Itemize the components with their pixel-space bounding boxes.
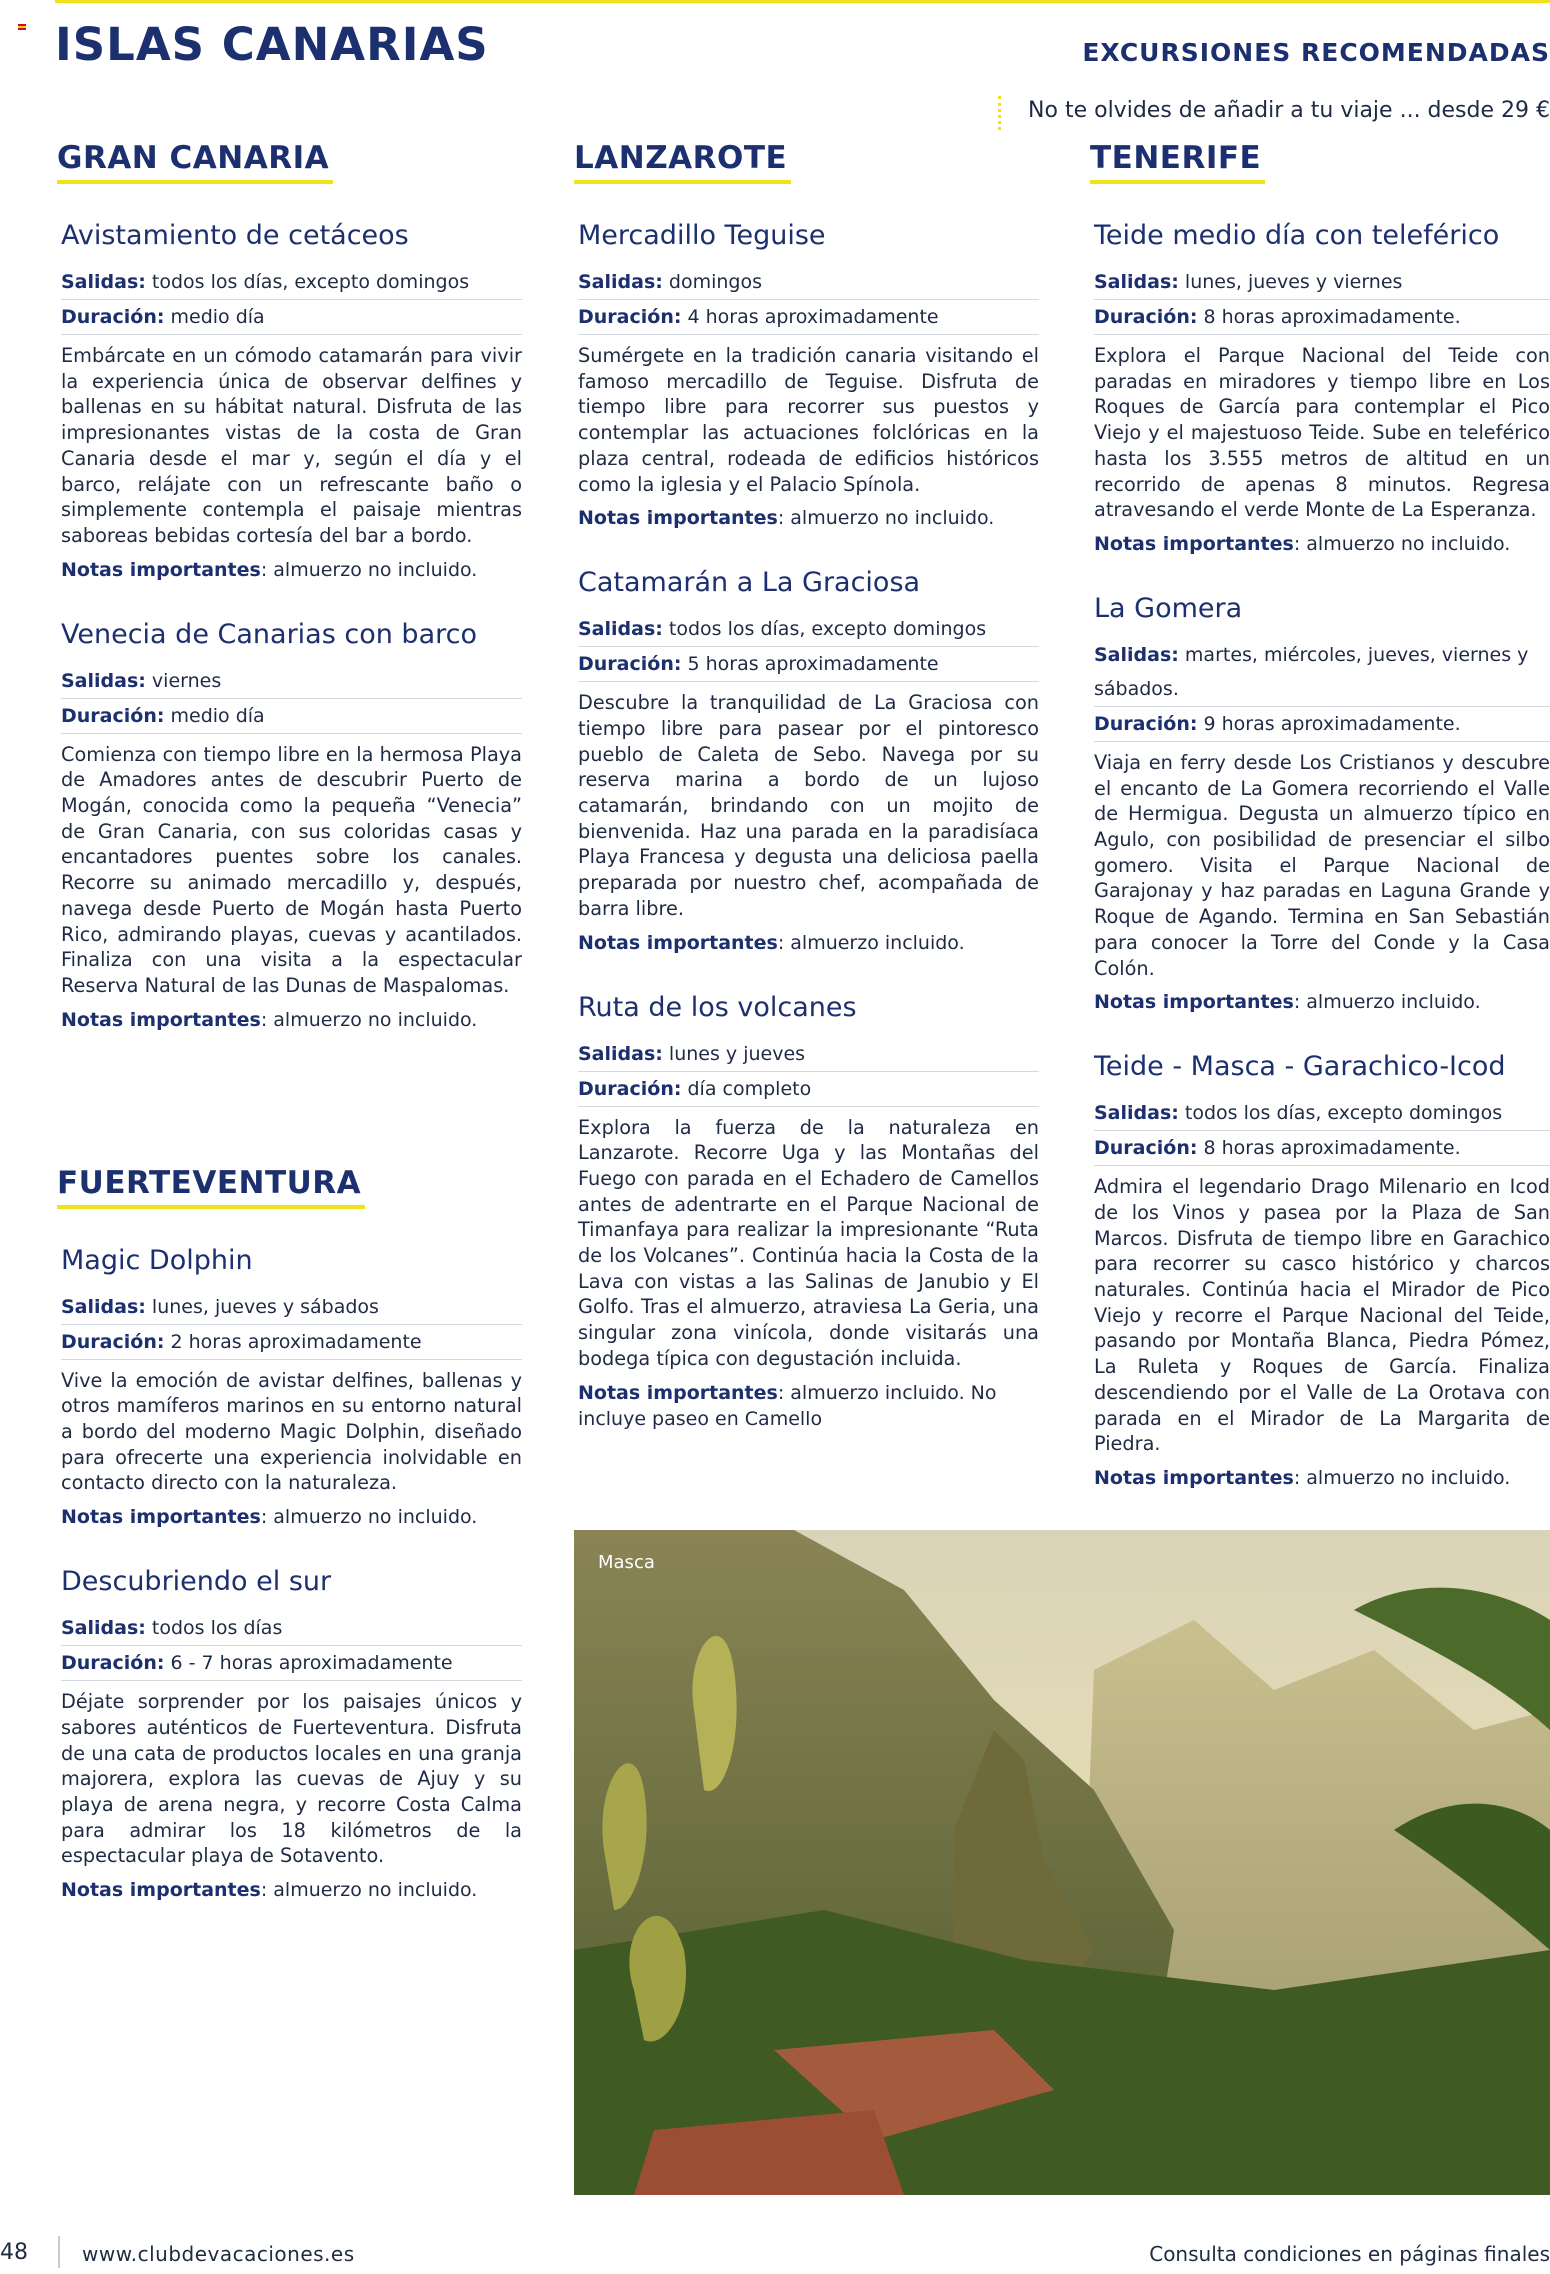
notes-label: Notas importantes (1094, 1466, 1294, 1489)
excursion-title: La Gomera (1094, 592, 1243, 624)
excursion-card (61, 619, 522, 1033)
important-notes (578, 1380, 1039, 1432)
duration-value: 4 horas aproximadamente (687, 306, 939, 328)
duration-row (61, 1646, 522, 1681)
departures-row (578, 612, 1039, 647)
island-heading: TENERIFE (1090, 140, 1265, 184)
departures-value: lunes, jueves y viernes (1184, 271, 1403, 293)
website-link[interactable]: www.clubdevacaciones.es (82, 2242, 355, 2266)
page-number: 48 (0, 2240, 28, 2265)
excursion-title: Mercadillo Teguise (578, 220, 826, 251)
notes-value: : almuerzo no incluido. (260, 558, 478, 581)
notes-value: : almuerzo no incluido. (777, 507, 995, 530)
duration-label: Duración: (578, 1077, 682, 1100)
excursion-title: Venecia de Canarias con barco (61, 618, 477, 650)
departures-label: Salidas: (578, 271, 663, 293)
excursion-description: Explora el Parque Nacional del Teide con paradas en miradores y tiempo libre en Los Roques de García para contemplar el Pico Viejo y el majestuoso Teide. Sube en teleférico hasta los 3.555 metros de altitud en un recorrido de apenas 8 minutos. Regresa atravesando el verde Monte de La Esperanza. (1094, 344, 1550, 522)
excursion-card (578, 220, 1039, 531)
excursion-description: Explora la fuerza de la naturaleza en Lanzarote. Recorre Uga y las Montañas del Fuego con parada en el Echadero de Camellos antes de adentrarte en el Parque Nacional de Timanfaya para realizar la impresionante “Ruta de los Volcanes”. Continúa hacia la Costa de la Lava con vistas a las Salinas de Janubio y El Golfo. Tras el almuerzo, atraviesa La Geria, una singular zona vinícola, donde visitarás una bodega típica con degustación incluida. (578, 1115, 1039, 1370)
duration-label: Duración: (1094, 712, 1198, 735)
departures-value: todos los días, excepto domingos (151, 271, 470, 293)
departures-label: Salidas: (578, 618, 663, 641)
excursion-title: Ruta de los volcanes (578, 991, 857, 1023)
notes-label: Notas importantes (578, 1381, 778, 1404)
notes-value: : almuerzo incluido. No incluye paseo en Camello (578, 1381, 997, 1430)
departures-label: Salidas: (61, 1295, 146, 1318)
notes-value: : almuerzo incluido. (777, 931, 965, 954)
departures-value: viernes (151, 669, 222, 692)
page-title: ISLAS CANARIAS (55, 18, 489, 71)
column-1 (57, 140, 522, 1939)
excursion-title: Descubriendo el sur (61, 1566, 332, 1598)
departures-label: Salidas: (1094, 1102, 1179, 1125)
notes-value: : almuerzo no incluido. (260, 1506, 478, 1529)
departures-row (61, 1290, 522, 1325)
duration-row (1094, 300, 1550, 335)
duration-label: Duración: (61, 704, 165, 727)
notes-value: : almuerzo no incluido. (260, 1879, 478, 1902)
duration-row (1094, 1131, 1550, 1166)
conditions-note: Consulta condiciones en páginas finales (1149, 2242, 1550, 2266)
departures-value: todos los días (151, 1617, 283, 1640)
column-3 (1090, 140, 1550, 1527)
departures-row (1094, 1096, 1550, 1131)
important-notes (578, 505, 1039, 531)
departures-label: Salidas: (61, 271, 146, 293)
excursion-description: Viaja en ferry desde Los Cristianos y descubre el encanto de La Gomera recorriendo el Valle de Hermigua. Degusta un almuerzo típico en Agulo, con posibilidad de presenciar el silbo gomero. Visita el Parque Nacional de Garajonay y haz paradas en Laguna Grande y Roque de Agando. Termina en San Sebastián para conocer la Torre del Conde y la Casa Colón. (1094, 750, 1550, 980)
departures-label: Salidas: (1094, 271, 1179, 293)
departures-row (578, 1037, 1039, 1072)
footer-divider (58, 2236, 60, 2268)
duration-value: 8 horas aproximadamente. (1203, 306, 1461, 328)
departures-row (61, 664, 522, 699)
excursion-description: Admira el legendario Drago Milenario en Icod de los Vinos y pasea por la Plaza de San Marcos. Disfruta de tiempo libre en Garachico para recorrer su casco histórico y charcos naturales. Continúa hacia el Mirador de Pico Viejo y recorre el Parque Nacional del Teide, pasando por Montaña Blanca, Piedra Pómez, La Ruleta y Roques de García. Finaliza descendiendo por el Valle de La Orotava con parada en el Mirador de La Margarita de Piedra. (1094, 1175, 1550, 1456)
notes-value: : almuerzo no incluido. (1293, 1466, 1511, 1489)
masca-photo (574, 1530, 1550, 2195)
departures-value: todos los días, excepto domingos (668, 618, 987, 641)
important-notes (1094, 531, 1550, 557)
important-notes (61, 1007, 522, 1033)
notes-label: Notas importantes (61, 1879, 261, 1902)
departures-row (578, 265, 1039, 300)
reminder-text: No te olvides de añadir a tu viaje ... desde 29 € (1028, 98, 1550, 123)
notes-label: Notas importantes (1094, 532, 1294, 555)
departures-value: todos los días, excepto domingos (1184, 1102, 1503, 1125)
excursion-description: Embárcate en un cómodo catamarán para vivir la experiencia única de observar delfines y ballenas en su hábitat natural. Disfruta de las impresionantes vistas de la costa de Gran Canaria desde el mar y, según el día y el barco, relájate con un refrescante baño o simplemente contempla el paisaje mientras saboreas bebidas cortesía del bar a bordo. (61, 344, 522, 547)
excursion-description: Vive la emoción de avistar delfines, ballenas y otros mamíferos marinos en su entorno natural a bordo del moderno Magic Dolphin, diseñado para ofrecerte una experiencia inolvidable en contacto directo con la naturaleza. (61, 1368, 522, 1495)
notes-label: Notas importantes (578, 507, 778, 530)
departures-value: martes, miércoles, jueves, viernes y sábados. (1094, 643, 1529, 700)
spain-flag-icon (18, 24, 26, 30)
important-notes (61, 1877, 522, 1903)
landscape-illustration (574, 1530, 1550, 2195)
duration-value: 6 - 7 horas aproximadamente (170, 1652, 453, 1675)
duration-value: 5 horas aproximadamente (687, 653, 939, 676)
duration-row (578, 1072, 1039, 1107)
section-title: EXCURSIONES RECOMENDADAS (1082, 38, 1550, 67)
duration-label: Duración: (61, 306, 165, 328)
important-notes (1094, 989, 1550, 1015)
important-notes (1094, 1465, 1550, 1491)
excursion-description: Sumérgete en la tradición canaria visitando el famoso mercadillo de Teguise. Disfruta de tiempo libre para recorrer sus puestos y contemplar las actuaciones folclóricas en la plaza central, rodeada de edificios históricos como la iglesia y el Palacio Spínola. (578, 344, 1039, 496)
departures-value: domingos (668, 271, 763, 293)
duration-label: Duración: (1094, 306, 1198, 328)
departures-label: Salidas: (578, 1042, 663, 1065)
departures-label: Salidas: (61, 669, 146, 692)
excursion-card (61, 220, 522, 583)
excursion-card (1094, 220, 1550, 557)
island-heading: FUERTEVENTURA (57, 1165, 365, 1209)
notes-label: Notas importantes (61, 1008, 261, 1031)
notes-value: : almuerzo incluido. (1293, 991, 1481, 1014)
duration-label: Duración: (1094, 1137, 1198, 1160)
duration-row (61, 699, 522, 734)
duration-value: 9 horas aproximadamente. (1203, 712, 1461, 735)
duration-value: medio día (170, 704, 265, 727)
duration-label: Duración: (61, 1652, 165, 1675)
duration-value: día completo (687, 1077, 812, 1100)
notes-label: Notas importantes (578, 931, 778, 954)
excursion-card (1094, 1051, 1550, 1491)
top-accent-rule (55, 0, 1550, 3)
important-notes (578, 930, 1039, 956)
excursion-title: Catamarán a La Graciosa (578, 567, 921, 599)
duration-value: 8 horas aproximadamente. (1203, 1137, 1461, 1160)
excursion-title: Avistamiento de cetáceos (61, 220, 409, 251)
excursion-description: Descubre la tranquilidad de La Graciosa con tiempo libre para pasear por el pintoresco pueblo de Caleta de Sebo. Navega por su reserva marina a bordo de un lujoso catamarán, brindando con un mojito de bienvenida. Haz una parada en la paradisíaca Playa Francesa y degusta una deliciosa paella preparada por nuestro chef, acompañada de barra libre. (578, 691, 1039, 920)
notes-value: : almuerzo no incluido. (1293, 532, 1511, 555)
notes-label: Notas importantes (1094, 991, 1294, 1014)
dotted-divider (998, 96, 1001, 130)
important-notes (61, 1504, 522, 1530)
duration-row (1094, 707, 1550, 742)
excursion-description: Comienza con tiempo libre en la hermosa Playa de Amadores antes de descubrir Puerto de Mogán, conocida como la pequeña “Venecia” de Gran Canaria, con sus coloridas casas y encantadores puentes sobre los canales. Recorre su animado mercadillo y, después, navega desde Puerto de Mogán hasta Puerto Rico, admirando playas, cuevas y acantilados. Finaliza con una visita a la espectacular Reserva Natural de las Dunas de Maspalomas. (61, 742, 522, 997)
duration-row (61, 300, 522, 335)
duration-label: Duración: (578, 306, 682, 328)
excursion-card (61, 1245, 522, 1531)
departures-label: Salidas: (1094, 643, 1179, 666)
duration-label: Duración: (61, 1330, 165, 1353)
excursion-title: Magic Dolphin (61, 1244, 253, 1276)
departures-value: lunes y jueves (668, 1042, 806, 1065)
duration-row (61, 1325, 522, 1360)
notes-label: Notas importantes (61, 1506, 261, 1529)
departures-row (1094, 638, 1550, 707)
departures-row (1094, 265, 1550, 300)
excursion-description: Déjate sorprender por los paisajes únicos y sabores auténticos de Fuerteventura. Disfruta de una cata de productos locales en una granja majorera, explora las cuevas de Ajuy y su playa de arena negra, y recorre Costa Calma para admirar los 18 kilómetros de la espectacular playa de Sotavento. (61, 1690, 522, 1868)
island-heading: GRAN CANARIA (57, 140, 333, 184)
departures-row (61, 1611, 522, 1646)
excursion-card (1094, 593, 1550, 1015)
important-notes (61, 557, 522, 583)
excursion-card (578, 992, 1039, 1432)
duration-row (578, 300, 1039, 335)
notes-value: : almuerzo no incluido. (260, 1008, 478, 1031)
excursion-card (578, 567, 1039, 955)
duration-row (578, 647, 1039, 682)
column-2 (574, 140, 1039, 1468)
duration-value: 2 horas aproximadamente (170, 1330, 422, 1353)
duration-value: medio día (170, 306, 265, 328)
departures-row (61, 265, 522, 300)
excursion-card (61, 1566, 522, 1903)
departures-value: lunes, jueves y sábados (151, 1295, 379, 1318)
notes-label: Notas importantes (61, 558, 261, 581)
excursion-title: Teide medio día con teleférico (1094, 220, 1500, 251)
departures-label: Salidas: (61, 1617, 146, 1640)
photo-caption: Masca (598, 1552, 655, 1573)
duration-label: Duración: (578, 653, 682, 676)
island-heading: LANZAROTE (574, 140, 791, 184)
excursion-title: Teide - Masca - Garachico-Icod (1094, 1051, 1506, 1083)
